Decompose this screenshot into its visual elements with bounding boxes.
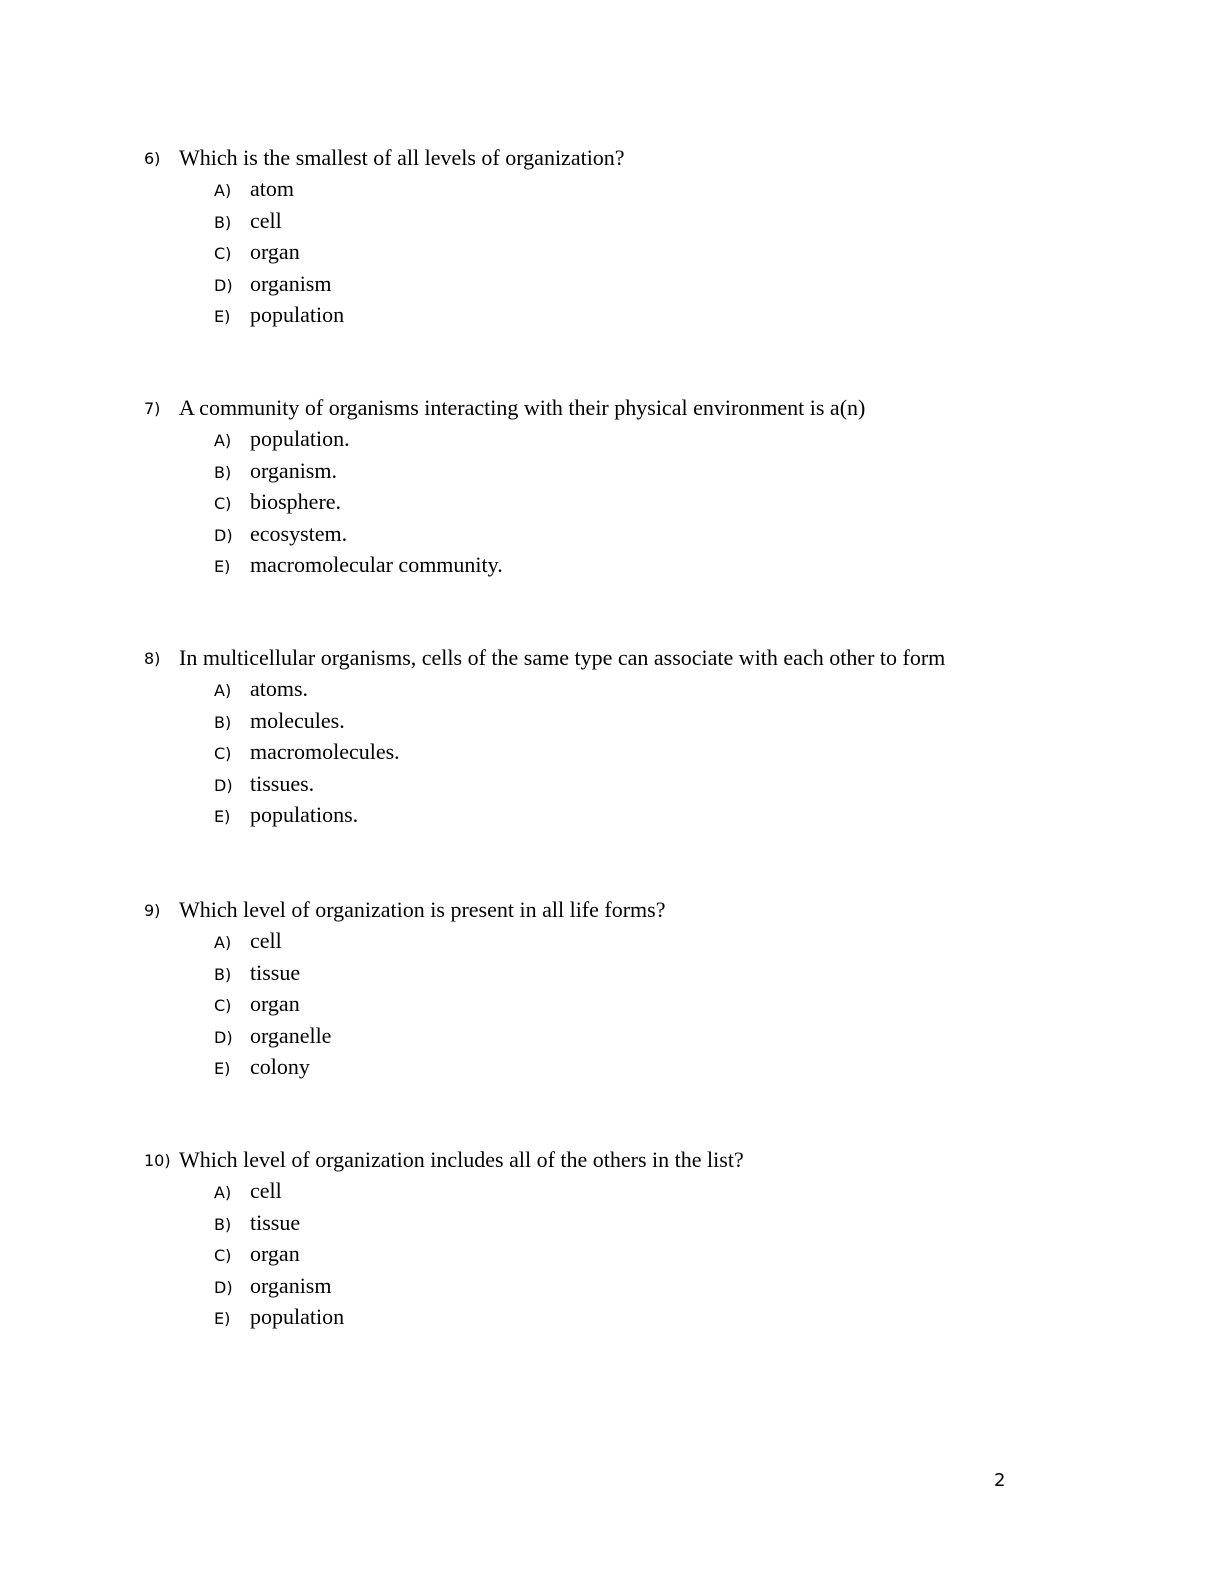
choice-letter: E) — [214, 557, 231, 576]
question-text: Which level of organization is present in all life forms? — [179, 897, 666, 922]
choice-letter: C) — [214, 244, 232, 263]
question-8 — [144, 643, 1044, 827]
choice-letter: A) — [214, 431, 232, 450]
question-header — [144, 143, 1044, 175]
choice-letter: B) — [214, 212, 232, 232]
choice-letter: D) — [214, 1277, 233, 1297]
choice-letter: C) — [214, 494, 232, 513]
choice-text: tissue — [250, 959, 301, 985]
choice-text: population — [250, 302, 345, 327]
question-header — [144, 393, 1044, 425]
choice-text: organelle — [250, 1022, 332, 1048]
choice-text: populations. — [250, 802, 359, 827]
choice-text: biosphere. — [250, 489, 342, 514]
choice-letter: C) — [214, 1246, 232, 1265]
question-text: In multicellular organisms, cells of the same type can associate with each other to form — [179, 645, 946, 670]
choice-letter: D) — [214, 525, 233, 545]
choice-text: population. — [250, 426, 350, 451]
choice-text: ecosystem. — [250, 520, 348, 546]
question-header — [144, 1145, 1044, 1177]
choice-text: organ — [250, 239, 300, 264]
choice-text: population — [250, 1304, 345, 1329]
choice-text: organism. — [250, 457, 337, 483]
choice-letter: A) — [214, 1183, 232, 1202]
choice-letter: A) — [214, 933, 232, 952]
question-text: A community of organisms interacting with their physical environment is a(n) — [179, 395, 866, 420]
choice-text: macromolecules. — [250, 739, 400, 764]
choice-text: cell — [250, 207, 282, 233]
question-header — [144, 643, 1044, 675]
choice-text: atoms. — [250, 676, 309, 701]
question-7 — [144, 393, 1044, 577]
choice-text: cell — [250, 1178, 282, 1203]
choice-text: cell — [250, 928, 282, 953]
choice-letter: D) — [214, 275, 233, 295]
choice-text: organ — [250, 991, 300, 1016]
choice-letter: B) — [214, 964, 232, 984]
choice-text: colony — [250, 1054, 310, 1079]
page-number: 2 — [994, 1470, 1006, 1491]
choice-text: macromolecular community. — [250, 552, 503, 577]
question-number: 9) — [144, 901, 161, 920]
choice-text: atom — [250, 176, 294, 201]
choice-letter: A) — [214, 681, 232, 700]
question-10 — [144, 1145, 1044, 1329]
question-header — [144, 895, 1044, 927]
choice-letter: B) — [214, 1214, 232, 1234]
question-number: 8) — [144, 649, 161, 668]
choice-letter: E) — [214, 1309, 231, 1328]
question-number: 6) — [144, 149, 161, 168]
choice-text: tissues. — [250, 770, 315, 796]
question-number: 7) — [144, 399, 161, 418]
choice-text: organism — [250, 1272, 332, 1298]
choice-letter: A) — [214, 181, 232, 200]
question-9 — [144, 895, 1044, 1079]
choice-text: molecules. — [250, 707, 345, 733]
question-text: Which is the smallest of all levels of organization? — [179, 145, 625, 170]
question-text: Which level of organization includes all of the others in the list? — [179, 1147, 744, 1172]
choice-letter: E) — [214, 307, 231, 326]
question-number: 10) — [144, 1151, 171, 1170]
choice-letter: E) — [214, 1059, 231, 1078]
choice-text: organism — [250, 270, 332, 296]
choice-text: tissue — [250, 1209, 301, 1235]
choice-letter: D) — [214, 775, 233, 795]
question-6 — [144, 143, 1044, 327]
choice-letter: C) — [214, 744, 232, 763]
choice-letter: B) — [214, 462, 232, 482]
choice-letter: D) — [214, 1027, 233, 1047]
choice-letter: B) — [214, 712, 232, 732]
choice-letter: E) — [214, 807, 231, 826]
choice-text: organ — [250, 1241, 300, 1266]
choice-letter: C) — [214, 996, 232, 1015]
